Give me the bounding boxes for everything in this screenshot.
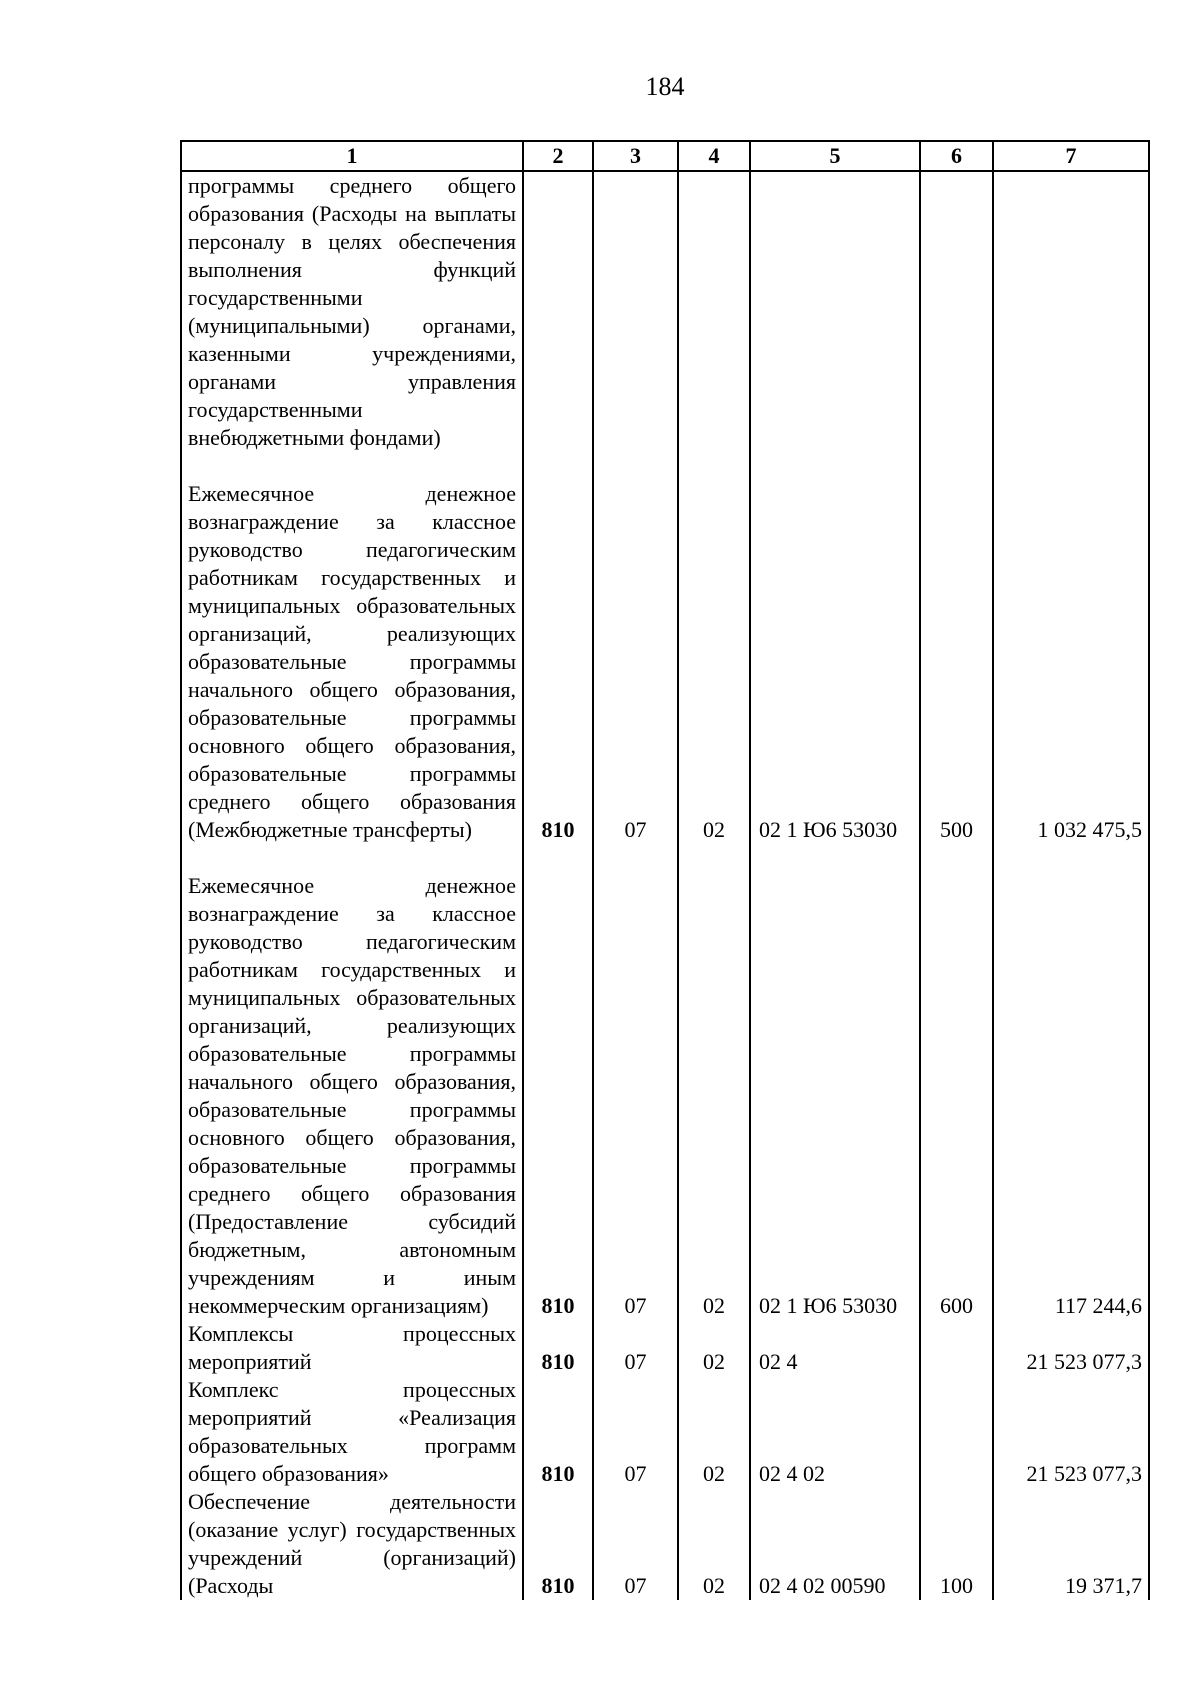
header-col-1: 1 xyxy=(181,141,523,171)
row-subsection: 02 xyxy=(678,844,750,1320)
row-description: программы среднего общего образования (Расходы на выплаты персоналу в целях обеспечения выполнения функций государственными (муниципальными) органами, казенными учреждениями, органами управления государственными внебюджетными фондами) xyxy=(181,171,523,452)
table-body xyxy=(181,171,1149,1600)
row-grbs: 810 xyxy=(523,1376,593,1488)
header-col-2: 2 xyxy=(523,141,593,171)
row-target-code: 02 4 02 00590 xyxy=(750,1488,920,1600)
row-target-code xyxy=(750,171,920,452)
row-expense-type: 100 xyxy=(920,1488,993,1600)
table-header xyxy=(181,141,1149,171)
budget-table-container xyxy=(180,140,1150,1600)
header-col-5: 5 xyxy=(750,141,920,171)
row-target-code: 02 4 02 xyxy=(750,1376,920,1488)
row-description: Обеспечение деятельности (оказание услуг) государственных учреждений (организаций) (Расходы xyxy=(181,1488,523,1600)
row-subsection: 02 xyxy=(678,1488,750,1600)
row-description: Комплекс процессных мероприятий «Реализация образовательных программ общего образования» xyxy=(181,1376,523,1488)
row-section xyxy=(593,171,678,452)
table-row xyxy=(181,1376,1149,1488)
row-amount: 21 523 077,3 xyxy=(993,1376,1149,1488)
row-subsection: 02 xyxy=(678,1320,750,1376)
row-description: Комплексы процессных мероприятий xyxy=(181,1320,523,1376)
table-row xyxy=(181,171,1149,452)
row-amount: 117 244,6 xyxy=(993,844,1149,1320)
row-amount: 19 371,7 xyxy=(993,1488,1149,1600)
row-grbs: 810 xyxy=(523,1320,593,1376)
row-section: 07 xyxy=(593,1376,678,1488)
table-row xyxy=(181,1320,1149,1376)
header-col-7: 7 xyxy=(993,141,1149,171)
row-grbs: 810 xyxy=(523,1488,593,1600)
table-row xyxy=(181,844,1149,1320)
row-section: 07 xyxy=(593,452,678,844)
row-expense-type: 600 xyxy=(920,844,993,1320)
table-row xyxy=(181,452,1149,844)
row-section: 07 xyxy=(593,1320,678,1376)
budget-table xyxy=(180,140,1150,1600)
row-section: 07 xyxy=(593,1488,678,1600)
row-subsection: 02 xyxy=(678,452,750,844)
row-amount: 21 523 077,3 xyxy=(993,1320,1149,1376)
header-col-4: 4 xyxy=(678,141,750,171)
page-number: 184 xyxy=(645,72,685,101)
row-grbs: 810 xyxy=(523,452,593,844)
row-grbs: 810 xyxy=(523,844,593,1320)
row-subsection xyxy=(678,171,750,452)
row-section: 07 xyxy=(593,844,678,1320)
row-expense-type: 500 xyxy=(920,452,993,844)
row-target-code: 02 1 Ю6 53030 xyxy=(750,452,920,844)
row-target-code: 02 1 Ю6 53030 xyxy=(750,844,920,1320)
table-row xyxy=(181,1488,1149,1600)
row-expense-type xyxy=(920,171,993,452)
row-amount: 1 032 475,5 xyxy=(993,452,1149,844)
header-col-3: 3 xyxy=(593,141,678,171)
row-target-code: 02 4 xyxy=(750,1320,920,1376)
header-col-6: 6 xyxy=(920,141,993,171)
row-description: Ежемесячное денежное вознаграждение за классное руководство педагогическим работникам государственных и муниципальных образовательных организаций, реализующих образовательные программы начального общего образования, образовательные программы основного общего образования, образовательные программы среднего общего образования (Предоставление субсидий бюджетным, автономным учреждениям и иным некоммерческим организациям) xyxy=(181,844,523,1320)
row-subsection: 02 xyxy=(678,1376,750,1488)
row-description: Ежемесячное денежное вознаграждение за классное руководство педагогическим работникам государственных и муниципальных образовательных организаций, реализующих образовательные программы начального общего образования, образовательные программы основного общего образования, образовательные программы среднего общего образования (Межбюджетные трансферты) xyxy=(181,452,523,844)
row-amount xyxy=(993,171,1149,452)
header-row xyxy=(181,141,1149,171)
row-expense-type xyxy=(920,1376,993,1488)
row-grbs xyxy=(523,171,593,452)
row-expense-type xyxy=(920,1320,993,1376)
